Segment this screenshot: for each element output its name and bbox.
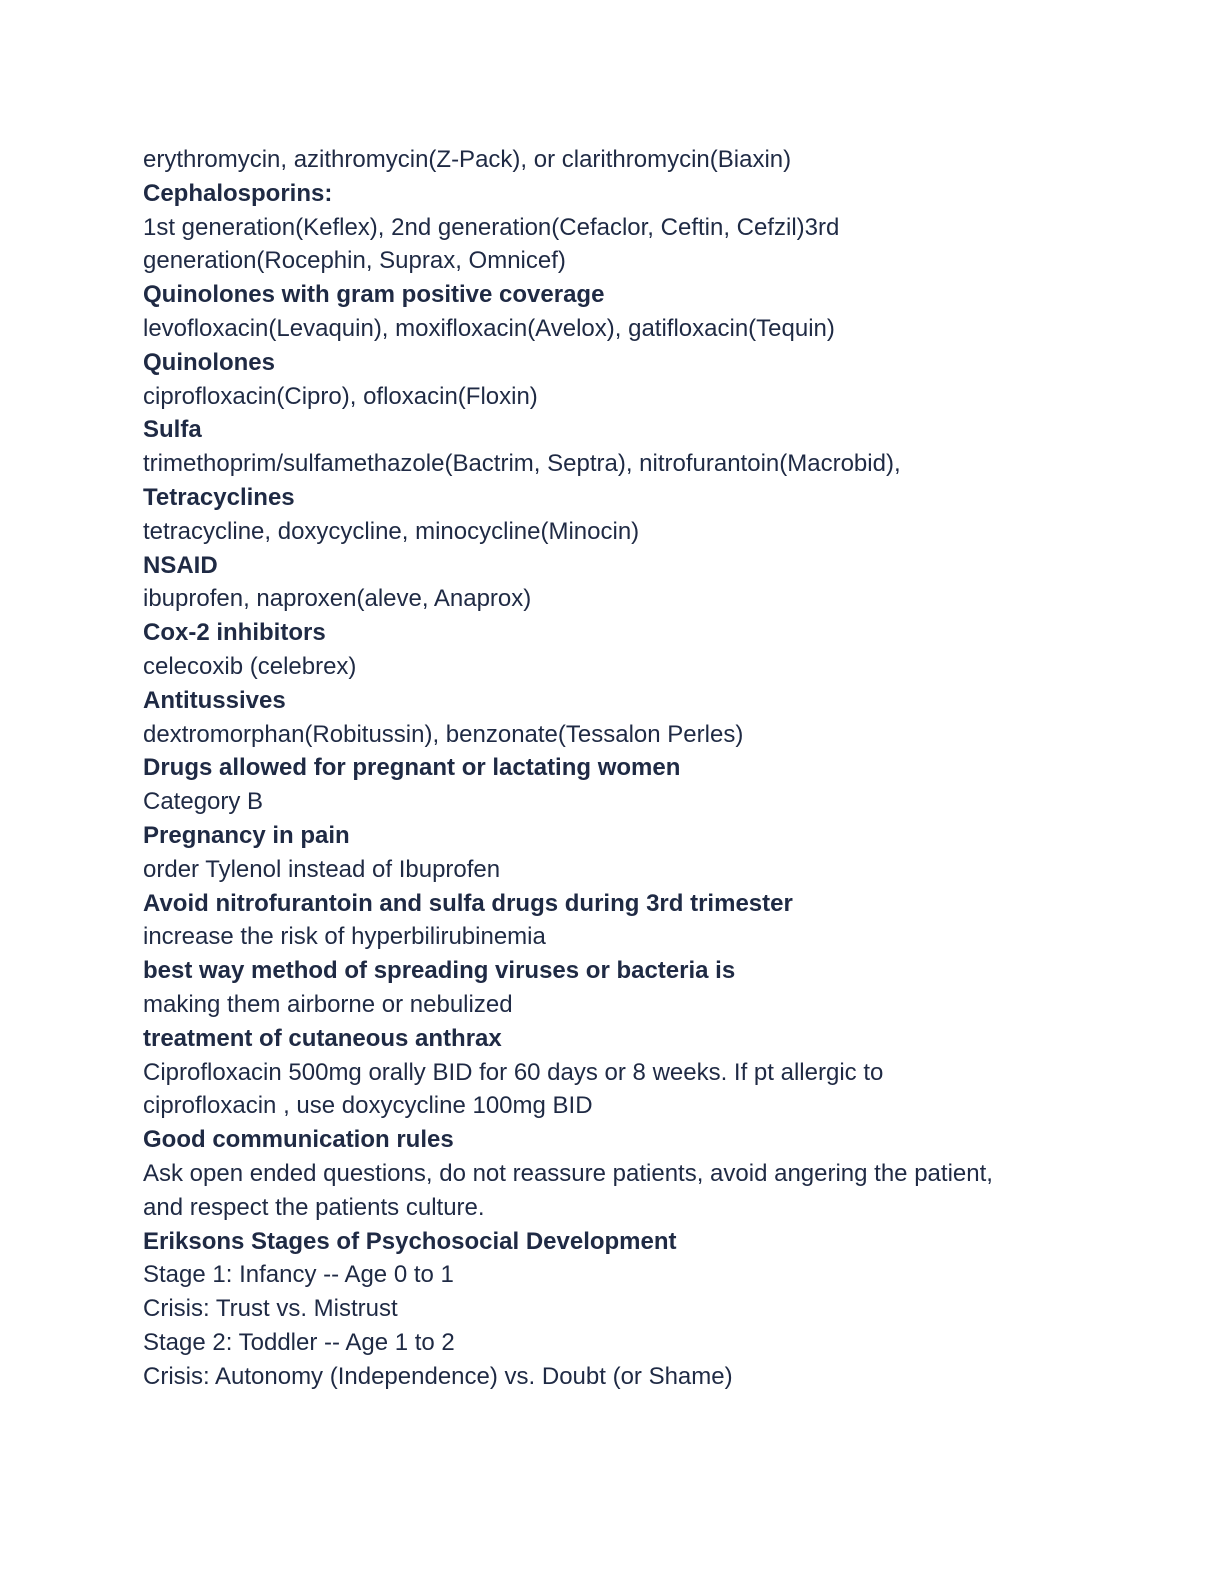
section-heading: Drugs allowed for pregnant or lactating women — [143, 754, 681, 782]
body-text-line: celecoxib (celebrex) — [143, 652, 357, 680]
body-text-line: Stage 2: Toddler -- Age 1 to 2 — [143, 1328, 455, 1356]
section-heading: treatment of cutaneous anthrax — [143, 1024, 502, 1052]
body-text-line: dextromorphan(Robitussin), benzonate(Tessalon Perles) — [143, 720, 744, 748]
body-text-line: Category B — [143, 788, 264, 816]
body-text-line: trimethoprim/sulfamethazole(Bactrim, Septra), nitrofurantoin(Macrobid), — [143, 450, 901, 478]
body-text-line: and respect the patients culture. — [143, 1193, 485, 1221]
document-page — [143, 143, 1103, 1393]
section-heading: Avoid nitrofurantoin and sulfa drugs during 3rd trimester — [143, 889, 793, 917]
section-heading: Pregnancy in pain — [143, 821, 350, 849]
body-text-line: generation(Rocephin, Suprax, Omnicef) — [143, 247, 566, 275]
section-heading: NSAID — [143, 551, 218, 579]
body-text-line: 1st generation(Keflex), 2nd generation(Cefaclor, Ceftin, Cefzil)3rd — [143, 213, 840, 241]
body-text-line: Crisis: Trust vs. Mistrust — [143, 1295, 398, 1323]
section-heading: Good communication rules — [143, 1126, 454, 1154]
section-heading: Tetracyclines — [143, 483, 295, 511]
body-text-line: making them airborne or nebulized — [143, 990, 513, 1018]
section-heading: best way method of spreading viruses or bacteria is — [143, 957, 736, 985]
body-text-line: Crisis: Autonomy (Independence) vs. Doubt (or Shame) — [143, 1362, 733, 1390]
body-text-line: tetracycline, doxycycline, minocycline(Minocin) — [143, 517, 640, 545]
body-text-line: ciprofloxacin , use doxycycline 100mg BID — [143, 1092, 593, 1120]
section-heading: Quinolones — [143, 348, 275, 376]
section-heading: Sulfa — [143, 416, 202, 444]
section-heading: Quinolones with gram positive coverage — [143, 281, 605, 309]
body-text-line: ibuprofen, naproxen(aleve, Anaprox) — [143, 585, 532, 613]
body-text-line: Ciprofloxacin 500mg orally BID for 60 days or 8 weeks. If pt allergic to — [143, 1058, 884, 1086]
body-text-line: Ask open ended questions, do not reassure patients, avoid angering the patient, — [143, 1159, 993, 1187]
section-heading: Cephalosporins: — [143, 179, 333, 207]
body-text-line: erythromycin, azithromycin(Z-Pack), or clarithromycin(Biaxin) — [143, 146, 792, 173]
section-heading: Cox-2 inhibitors — [143, 619, 326, 647]
body-text-line: levofloxacin(Levaquin), moxifloxacin(Avelox), gatifloxacin(Tequin) — [143, 314, 835, 342]
body-text-line: increase the risk of hyperbilirubinemia — [143, 923, 546, 951]
section-heading: Antitussives — [143, 686, 286, 714]
body-text-line: Stage 1: Infancy -- Age 0 to 1 — [143, 1261, 454, 1289]
body-text-line: order Tylenol instead of Ibuprofen — [143, 855, 501, 883]
body-text-line: ciprofloxacin(Cipro), ofloxacin(Floxin) — [143, 382, 538, 410]
section-heading: Eriksons Stages of Psychosocial Development — [143, 1227, 677, 1255]
